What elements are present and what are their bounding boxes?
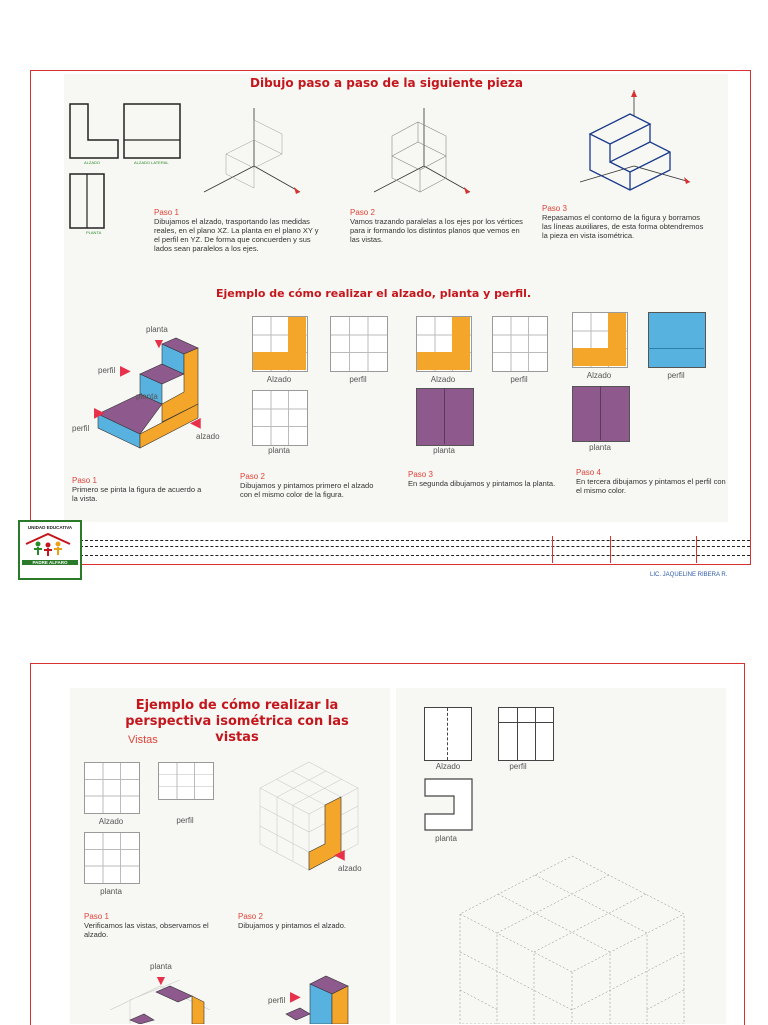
red-divider-1 [552, 536, 553, 563]
s2-iso-grid-alzado [254, 756, 364, 876]
r-alzado-dashed [447, 708, 448, 760]
sheet1-subtitle: Ejemplo de cómo realizar el alzado, planta y perfil. [216, 287, 532, 300]
r-isometric-grid [458, 852, 688, 1024]
group-a-alzado-fill [288, 317, 306, 370]
bottom-step-2 [240, 472, 385, 499]
group-b-alzado-label: Alzado [430, 375, 456, 384]
red-divider-2 [610, 536, 611, 563]
arrow-perfil-top-icon: ▶ [120, 362, 131, 378]
school-logo [18, 520, 82, 580]
group-b-planta-label: planta [433, 446, 455, 455]
r-perfil-label: perfil [509, 762, 527, 771]
s2-planta-label: planta [100, 887, 122, 896]
group-b-perfil-label: perfil [510, 375, 528, 384]
group-c-planta-divider [600, 386, 601, 440]
s2-planta-grid [84, 832, 140, 884]
group-b-planta-fill [416, 388, 474, 446]
logo-line-1: UNIDAD EDUCATIVA [27, 525, 73, 530]
s2-perfil-label: perfil [176, 816, 194, 825]
top-step-2 [350, 208, 530, 244]
r-alzado-label: Alzado [435, 762, 461, 771]
group-c-perfil-label: perfil [667, 371, 685, 380]
sheet1-title: Dibujo paso a paso de la siguiente pieza [250, 76, 523, 90]
bottom-step-3 [408, 470, 558, 488]
top-step-2-head: Paso 2 [350, 208, 375, 217]
group-c-perfil-divider [648, 348, 704, 349]
s2-arrow-alzado-icon: ◀ [334, 846, 345, 862]
top-step-3 [542, 204, 707, 240]
group-c-alzado-label: Alzado [586, 371, 612, 380]
group-b-alzado-fill [452, 317, 470, 370]
r-planta-view [424, 778, 474, 832]
bottom-step-4-text: En tercera dibujamos y pintamos el perfil con el mismo color. [576, 477, 726, 495]
s2-step-2-head: Paso 2 [238, 912, 263, 921]
label-alzado-lateral-small: ALZADO LATERAL [134, 160, 169, 165]
iso-label-planta-mid: planta [136, 392, 158, 401]
bottom-step-3-head: Paso 3 [408, 470, 433, 479]
r-perfil-line-3 [499, 722, 553, 723]
iso-label-perfil-top: perfil [98, 366, 116, 375]
bottom-step-2-text: Dibujamos y pintamos primero el alzado con el mismo color de la figura. [240, 481, 374, 499]
s2-perfil-grid [158, 762, 214, 800]
group-a-planta-label: planta [268, 446, 290, 455]
bottom-step-1 [72, 476, 202, 503]
r-perfil-view [498, 707, 554, 761]
s2-step-2 [238, 912, 388, 930]
arrow-planta-icon: ▼ [152, 335, 166, 351]
s2-partial-figure-2 [282, 970, 372, 1024]
group-b-alzado-fill-base [417, 352, 453, 370]
dashed-line-2 [80, 546, 750, 547]
step1-axes-sketch [196, 104, 306, 204]
top-step-1 [154, 208, 319, 253]
top-step-1-head: Paso 1 [154, 208, 179, 217]
r-alzado-view [424, 707, 472, 761]
top-step-3-text: Repasamos el contorno de la figura y borramos las líneas auxiliares, de esta forma obtendremos la pieza en vista isométrica. [542, 213, 704, 240]
group-b-planta-divider [444, 388, 445, 444]
top-step-3-head: Paso 3 [542, 204, 567, 213]
r-perfil-line-1 [517, 708, 518, 760]
group-a-planta-grid [252, 390, 308, 446]
logo-figures-icon [20, 530, 76, 560]
s2-alzado-label: Alzado [98, 817, 124, 826]
group-a-alzado-label: Alzado [266, 375, 292, 384]
s2-planta-arrow-label: planta [150, 962, 172, 971]
s2-arrow-alzado-label: alzado [338, 864, 362, 873]
s2-arrow-planta-icon: ▼ [154, 972, 168, 988]
logo-line-2: PADRE ALFARO [22, 560, 78, 565]
colored-isometric-piece [92, 330, 208, 450]
label-alzado-small: ALZADO [84, 160, 101, 165]
arrow-perfil-left-icon: ▶ [94, 404, 105, 420]
arrow-alzado-icon: ◀ [190, 414, 201, 430]
s2-step-1 [84, 912, 234, 939]
sheet2-title: Ejemplo de cómo realizar la perspectiva isométrica con las vistas [125, 698, 349, 745]
r-planta-label: planta [435, 834, 457, 843]
step3-isometric-piece [574, 86, 694, 206]
group-c-alzado-fill [608, 313, 626, 366]
group-a-perfil-label: perfil [349, 375, 367, 384]
s2-arrow-perfil-icon: ▶ [290, 988, 301, 1004]
s2-step-1-text: Verificamos las vistas, observamos el alzado. [84, 921, 209, 939]
group-a-alzado-fill-base [253, 352, 289, 370]
s2-partial-figure-1 [110, 980, 210, 1024]
top-step-2-text: Vamos trazando paralelas a los ejes por los vértices para ir formando los distintos planos que vemos en las vistas. [350, 217, 523, 244]
sheet2-vistas: Vistas [128, 734, 158, 746]
group-c-perfil-fill [648, 312, 706, 368]
bottom-step-2-head: Paso 2 [240, 472, 265, 481]
group-b-perfil-grid [492, 316, 548, 372]
s2-step-1-head: Paso 1 [84, 912, 109, 921]
group-c-alzado-fill-base [573, 348, 609, 366]
group-c-planta-fill [572, 386, 630, 442]
iso-label-planta: planta [146, 325, 168, 334]
bottom-step-1-head: Paso 1 [72, 476, 97, 485]
red-divider-3 [696, 536, 697, 563]
iso-label-alzado: alzado [196, 432, 220, 441]
s2-perfil-arrow-label: perfil [268, 996, 286, 1005]
label-planta-small: PLANTA [86, 230, 102, 235]
step2-sketch [366, 104, 476, 204]
bottom-step-4 [576, 468, 726, 495]
bottom-step-3-text: En segunda dibujamos y pintamos la planta. [408, 479, 556, 488]
s2-alzado-grid [84, 762, 140, 814]
s2-step-2-text: Dibujamos y pintamos el alzado. [238, 921, 346, 930]
iso-label-perfil-left: perfil [72, 424, 90, 433]
bottom-step-1-text: Primero se pinta la figura de acuerdo a la vista. [72, 485, 202, 503]
dashed-line-1 [80, 540, 750, 541]
author-credit: LIC. JAQUELINE RIBERA R. [650, 572, 728, 578]
dashed-line-3 [80, 555, 750, 556]
group-a-perfil-grid [330, 316, 388, 372]
bottom-step-4-head: Paso 4 [576, 468, 601, 477]
r-perfil-line-2 [535, 708, 536, 760]
group-c-planta-label: planta [589, 443, 611, 452]
top-step-1-text: Dibujamos el alzado, trasportando las medidas reales, en el plano XZ. La planta en el plano XY y el perfil en YZ. De forma que concuerden y sus lados sean paralelos a los ejes. [154, 217, 319, 253]
